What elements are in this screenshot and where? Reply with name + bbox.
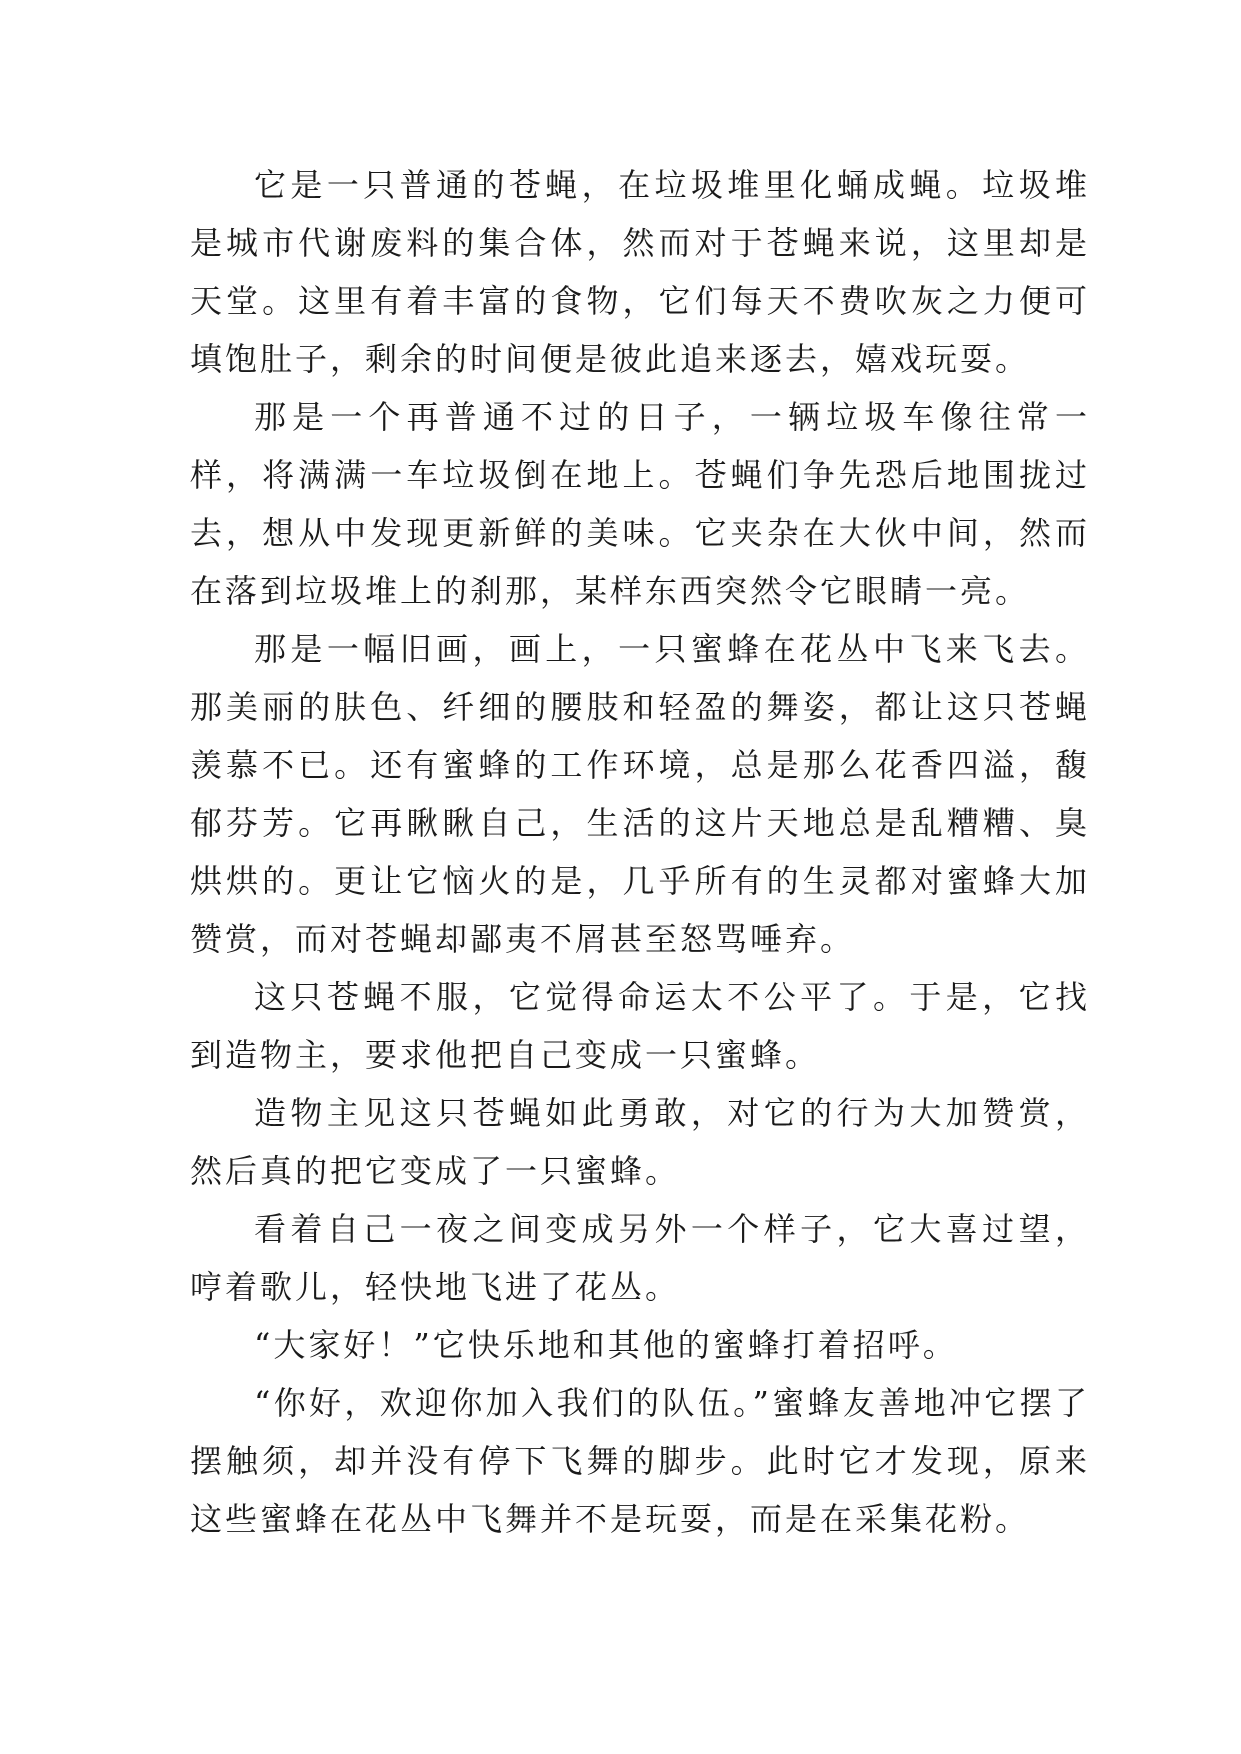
paragraph-8: “你好，欢迎你加入我们的队伍。”蜜蜂友善地冲它摆了摆触须，却并没有停下飞舞的脚步。此时它才发现，原来这些蜜蜂在花丛中飞舞并不是玩耍，而是在采集花粉。	[190, 1384, 1090, 1538]
paragraph-1: 它是一只普通的苍蝇，在垃圾堆里化蛹成蝇。垃圾堆是城市代谢废料的集合体，然而对于苍蝇来说，这里却是天堂。这里有着丰富的食物，它们每天不费吹灰之力便可填饱肚子，剩余的时间便是彼此追来逐去，嬉戏玩耍。	[190, 166, 1090, 378]
paragraph-7: “大家好！”它快乐地和其他的蜜蜂打着招呼。	[254, 1326, 958, 1364]
paragraph-3: 那是一幅旧画，画上，一只蜜蜂在花丛中飞来飞去。那美丽的肤色、纤细的腰肢和轻盈的舞姿，都让这只苍蝇羡慕不已。还有蜜蜂的工作环境，总是那么花香四溢，馥郁芬芳。它再瞅瞅自己，生活的这片天地总是乱糟糟、臭烘烘的。更让它恼火的是，几乎所有的生灵都对蜜蜂大加赞赏，而对苍蝇却鄙夷不屑甚至怒骂唾弃。	[190, 630, 1090, 958]
paragraph-2: 那是一个再普通不过的日子，一辆垃圾车像往常一样，将满满一车垃圾倒在地上。苍蝇们争先恐后地围拢过去，想从中发现更新鲜的美味。它夹杂在大伙中间，然而在落到垃圾堆上的刹那，某样东西突然令它眼睛一亮。	[190, 398, 1090, 610]
paragraph-6: 看着自己一夜之间变成另外一个样子，它大喜过望，哼着歌儿，轻快地飞进了花丛。	[190, 1210, 1090, 1306]
paragraph-4: 这只苍蝇不服，它觉得命运太不公平了。于是，它找到造物主，要求他把自己变成一只蜜蜂。	[190, 978, 1090, 1074]
story-body	[190, 156, 1090, 1548]
paragraph-5: 造物主见这只苍蝇如此勇敢，对它的行为大加赞赏，然后真的把它变成了一只蜜蜂。	[190, 1094, 1090, 1190]
